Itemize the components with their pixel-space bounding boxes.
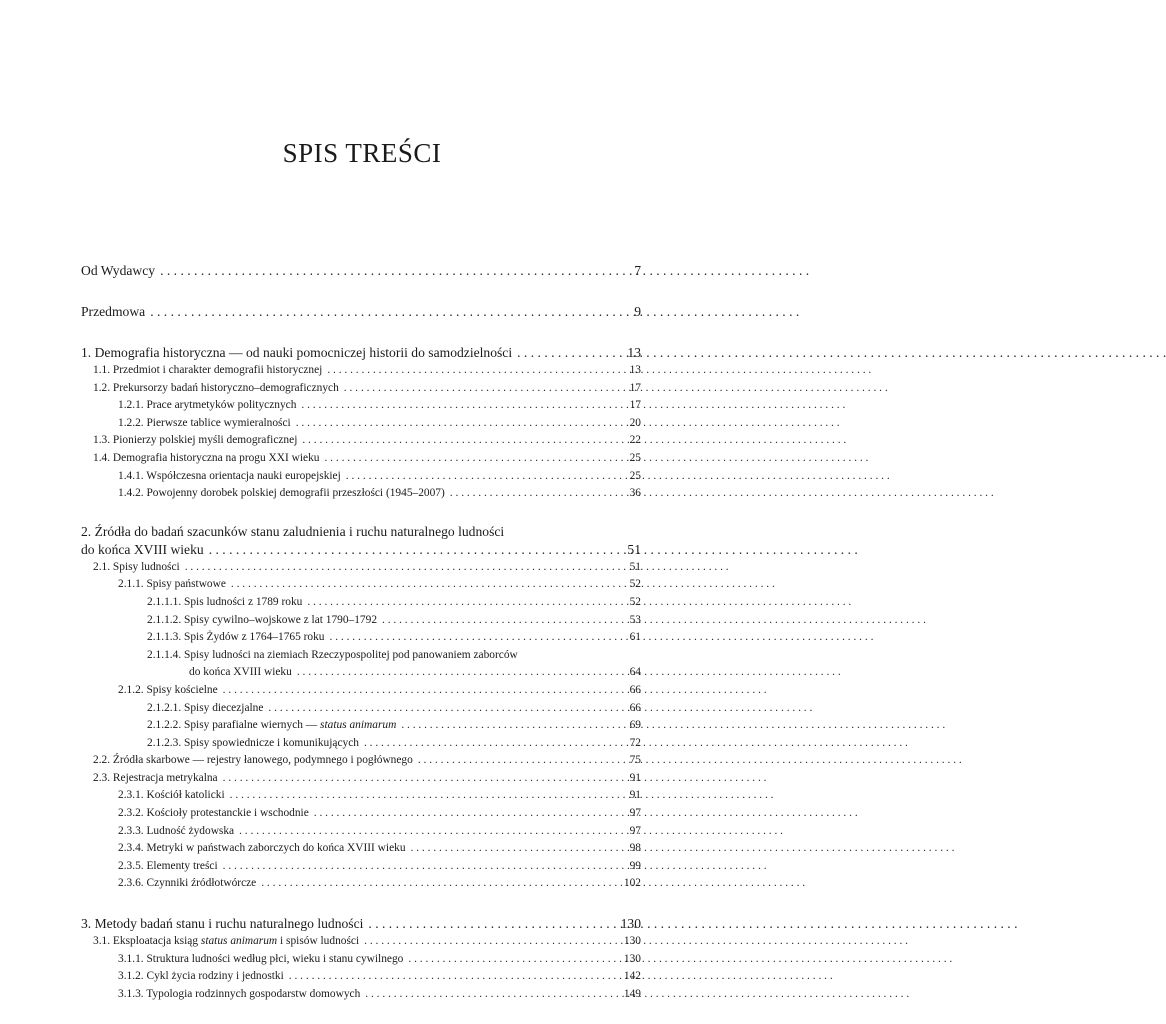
- toc-leader: [339, 380, 627, 398]
- toc-page-number: 7: [634, 263, 641, 278]
- toc-entry-label: 1.4. Demografia historyczna na progu XXI wieku: [93, 451, 320, 464]
- toc-page-number: 142: [623, 970, 641, 983]
- toc-leader: [284, 968, 621, 986]
- toc-entry-label: do końca XVIII wieku: [189, 666, 292, 679]
- toc-page-number: 52: [629, 578, 641, 591]
- toc-entry-label: 1.2. Prekursorzy badań historyczno–demograficznych: [93, 381, 339, 394]
- toc-entry[interactable]: [81, 915, 641, 933]
- toc-leader: [225, 787, 627, 805]
- toc-page-number: 64: [629, 666, 641, 679]
- toc-page-number: 72: [629, 736, 641, 749]
- toc-leader: [341, 468, 627, 486]
- toc-entry-label: 2.3.6. Czynniki źródłotwórcze: [118, 877, 257, 890]
- toc-entry-label: 2.1.1.2. Spisy cywilno–wojskowe z lat 1790–1792: [147, 613, 378, 626]
- toc-leader: [406, 840, 627, 858]
- toc-entry-label: 1.3. Pionierzy polskiej myśli demograficznej: [93, 434, 298, 447]
- toc-entry[interactable]: [81, 840, 641, 858]
- toc-entry[interactable]: [81, 362, 641, 380]
- table-of-contents: [81, 262, 641, 1003]
- toc-page-number: 25: [629, 469, 641, 482]
- toc-entry[interactable]: [81, 951, 641, 969]
- toc-entry-label: 2.1. Spisy ludności: [93, 560, 180, 573]
- toc-page-number: 98: [629, 842, 641, 855]
- toc-leader: [296, 397, 626, 415]
- toc-entry[interactable]: [81, 875, 641, 893]
- toc-entry-label: 2.2. Źródła skarbowe — rejestry łanowego, podymnego i pogłównego: [93, 754, 413, 767]
- toc-leader: [145, 303, 631, 321]
- toc-leader: [302, 594, 626, 612]
- toc-entry[interactable]: [81, 752, 641, 770]
- toc-entry-label-italic: status animarum: [200, 935, 278, 948]
- toc-entry[interactable]: [81, 858, 641, 876]
- toc-entry-label: 2.1.2. Spisy kościelne: [118, 683, 218, 696]
- toc-page-number: 149: [623, 987, 641, 1000]
- toc-page-number: 51: [627, 541, 641, 557]
- toc-page-number: 53: [629, 613, 641, 626]
- toc-entry[interactable]: [81, 303, 641, 321]
- toc-entry-label-line[interactable]: 2. Źródła do badań szacunków stanu zaludnienia i ruchu naturalnego ludności: [81, 523, 505, 539]
- toc-leader: [291, 415, 627, 433]
- toc-entry[interactable]: [81, 805, 641, 823]
- toc-page-number: 66: [629, 701, 641, 714]
- toc-page-number: 17: [629, 399, 641, 412]
- toc-entry[interactable]: [81, 344, 641, 362]
- toc-entry[interactable]: [81, 485, 641, 503]
- toc-entry[interactable]: [81, 380, 641, 398]
- toc-leader: [377, 612, 627, 630]
- toc-page-number: 52: [629, 595, 641, 608]
- toc-entry[interactable]: [81, 262, 641, 280]
- toc-page-number: 102: [623, 877, 641, 890]
- toc-page-number: 97: [629, 824, 641, 837]
- toc-leader: [396, 717, 626, 735]
- toc-page-number: 9: [634, 304, 641, 319]
- toc-page-number: 36: [629, 487, 641, 500]
- toc-leader: [256, 875, 621, 893]
- toc-entry-label: 2.3. Rejestracja metrykalna: [93, 771, 218, 784]
- toc-page-number: 51: [629, 560, 641, 573]
- toc-entry[interactable]: [81, 432, 641, 450]
- toc-page-number: 22: [629, 434, 641, 447]
- toc-page-number: 61: [629, 631, 641, 644]
- toc-entry-label-line[interactable]: 2.1.1.4. Spisy ludności na ziemiach Rzeczypospolitej pod panowaniem zaborców: [147, 648, 518, 661]
- toc-page-number: 17: [629, 381, 641, 394]
- toc-leader: [512, 344, 624, 362]
- toc-entry-label: 1.1. Przedmiot i charakter demografii historycznej: [93, 364, 323, 376]
- toc-entry[interactable]: [81, 735, 641, 753]
- toc-leader: [218, 682, 627, 700]
- toc-entry[interactable]: [81, 717, 641, 735]
- toc-page-number: 91: [629, 789, 641, 802]
- toc-leader: [319, 450, 626, 468]
- toc-page-number: 20: [629, 416, 641, 429]
- toc-entry[interactable]: [81, 682, 641, 700]
- toc-leader: [292, 664, 627, 682]
- toc-entry[interactable]: [81, 986, 641, 1004]
- toc-page-number: 13: [627, 345, 641, 360]
- page-title: SPIS TREŚCI: [282, 138, 442, 168]
- toc-entry-label: 3.1.1. Struktura ludności według płci, wieku i stanu cywilnego: [118, 952, 404, 965]
- toc-page-number: 13: [629, 364, 641, 376]
- toc-entry[interactable]: [81, 968, 641, 986]
- toc-entry-label: 2.1.2.1. Spisy diecezjalne: [147, 701, 264, 714]
- toc-leader: [325, 629, 627, 647]
- toc-leader: [218, 858, 627, 876]
- toc-leader: [297, 432, 626, 450]
- toc-entry-label: 3.1.2. Cykl życia rodziny i jednostki: [118, 970, 284, 983]
- toc-entry[interactable]: [81, 559, 641, 577]
- toc-page-number: 66: [629, 683, 641, 696]
- toc-entry-label: 2.3.3. Ludność żydowska: [118, 824, 235, 837]
- toc-entry[interactable]: [81, 770, 641, 788]
- toc-entry-label: 3.1.3. Typologia rodzinnych gospodarstw domowych: [118, 987, 361, 1000]
- toc-entry-label: 2.3.4. Metryki w państwach zaborczych do końca XVIII wieku: [118, 842, 406, 855]
- toc-leader: [445, 485, 627, 503]
- toc-entry-label: 2.1.2.3. Spisy spowiednicze i komunikujących: [147, 736, 359, 749]
- toc-page-number: 91: [629, 771, 641, 784]
- toc-leader: [403, 951, 621, 969]
- toc-entry-label: 2.3.2. Kościoły protestanckie i wschodnie: [118, 807, 309, 820]
- toc-entry[interactable]: [81, 397, 641, 415]
- toc-entry[interactable]: [81, 576, 641, 594]
- toc-entry-label: 3. Metody badań stanu i ruchu naturalnego ludności: [81, 916, 364, 932]
- toc-leader: [180, 559, 627, 577]
- toc-entry-label-text: i spisów ludności: [280, 935, 360, 948]
- toc-entry-label-text: 3.1. Eksploatacja ksiąg: [93, 935, 199, 948]
- toc-entry-label: 2.3.5. Elementy treści: [118, 859, 218, 872]
- toc-entry-label: Od Wydawcy: [81, 263, 156, 278]
- toc-entry[interactable]: [81, 450, 641, 468]
- toc-page-number: 130: [623, 952, 641, 965]
- toc-leader: [309, 805, 627, 823]
- toc-entry[interactable]: [81, 594, 641, 612]
- toc-entry-label: [147, 717, 396, 735]
- toc-page-number: 25: [629, 451, 641, 464]
- toc-leader: [155, 262, 631, 280]
- toc-page-number: 99: [629, 859, 641, 872]
- toc-entry-label: 1.2.2. Pierwsze tablice wymieralności: [118, 416, 291, 429]
- toc-entry-label: [93, 933, 359, 951]
- toc-leader: [226, 576, 627, 594]
- toc-leader: [413, 752, 627, 770]
- toc-entry-label: 2.3.1. Kościół katolicki: [118, 789, 225, 802]
- toc-entry-label: Przedmowa: [81, 304, 146, 319]
- toc-entry[interactable]: [81, 700, 641, 718]
- toc-entry-label: 1.4.2. Powojenny dorobek polskiej demografii przeszłości (1945–2007): [118, 487, 445, 500]
- toc-entry[interactable]: [81, 612, 641, 630]
- toc-entry-label: 2.1.1.1. Spis ludności z 1789 roku: [147, 595, 303, 608]
- toc-entry[interactable]: [81, 823, 641, 841]
- toc-page-number: 130: [623, 935, 641, 948]
- toc-entry-label: 1.2.1. Prace arytmetyków politycznych: [118, 399, 297, 412]
- toc-entry[interactable]: [81, 541, 641, 559]
- toc-leader: [363, 915, 617, 933]
- toc-entry-label: 2.1.1. Spisy państwowe: [118, 578, 226, 591]
- toc-leader: [359, 735, 627, 753]
- toc-leader: [204, 541, 625, 559]
- toc-leader: [359, 933, 621, 951]
- toc-leader: [234, 823, 627, 841]
- toc-entry[interactable]: [81, 629, 641, 647]
- toc-page-number: 69: [629, 719, 641, 732]
- toc-entry[interactable]: [81, 787, 641, 805]
- toc-entry-label: 2.1.1.3. Spis Żydów z 1764–1765 roku: [147, 631, 325, 644]
- toc-leader: [360, 986, 621, 1004]
- toc-leader: [218, 770, 627, 788]
- toc-entry-label-italic: status animarum: [320, 719, 397, 732]
- toc-entry[interactable]: [81, 664, 641, 682]
- toc-entry-label-text: 2.1.2.2. Spisy parafialne wiernych —: [147, 719, 318, 732]
- toc-page-number: 97: [629, 807, 641, 820]
- toc-leader: [263, 700, 626, 718]
- toc-entry-label: 1.4.1. Współczesna orientacja nauki europejskiej: [118, 469, 341, 482]
- toc-page-number: 75: [629, 754, 641, 767]
- toc-entry[interactable]: [81, 415, 641, 433]
- toc-entry[interactable]: [81, 933, 641, 951]
- toc-page-number: 130: [620, 916, 641, 932]
- toc-entry[interactable]: [81, 468, 641, 486]
- toc-entry-label: 1. Demografia historyczna — od nauki pomocniczej historii do samodzielności: [81, 345, 513, 360]
- toc-entry-label: do końca XVIII wieku: [81, 541, 204, 557]
- toc-leader: [322, 362, 626, 380]
